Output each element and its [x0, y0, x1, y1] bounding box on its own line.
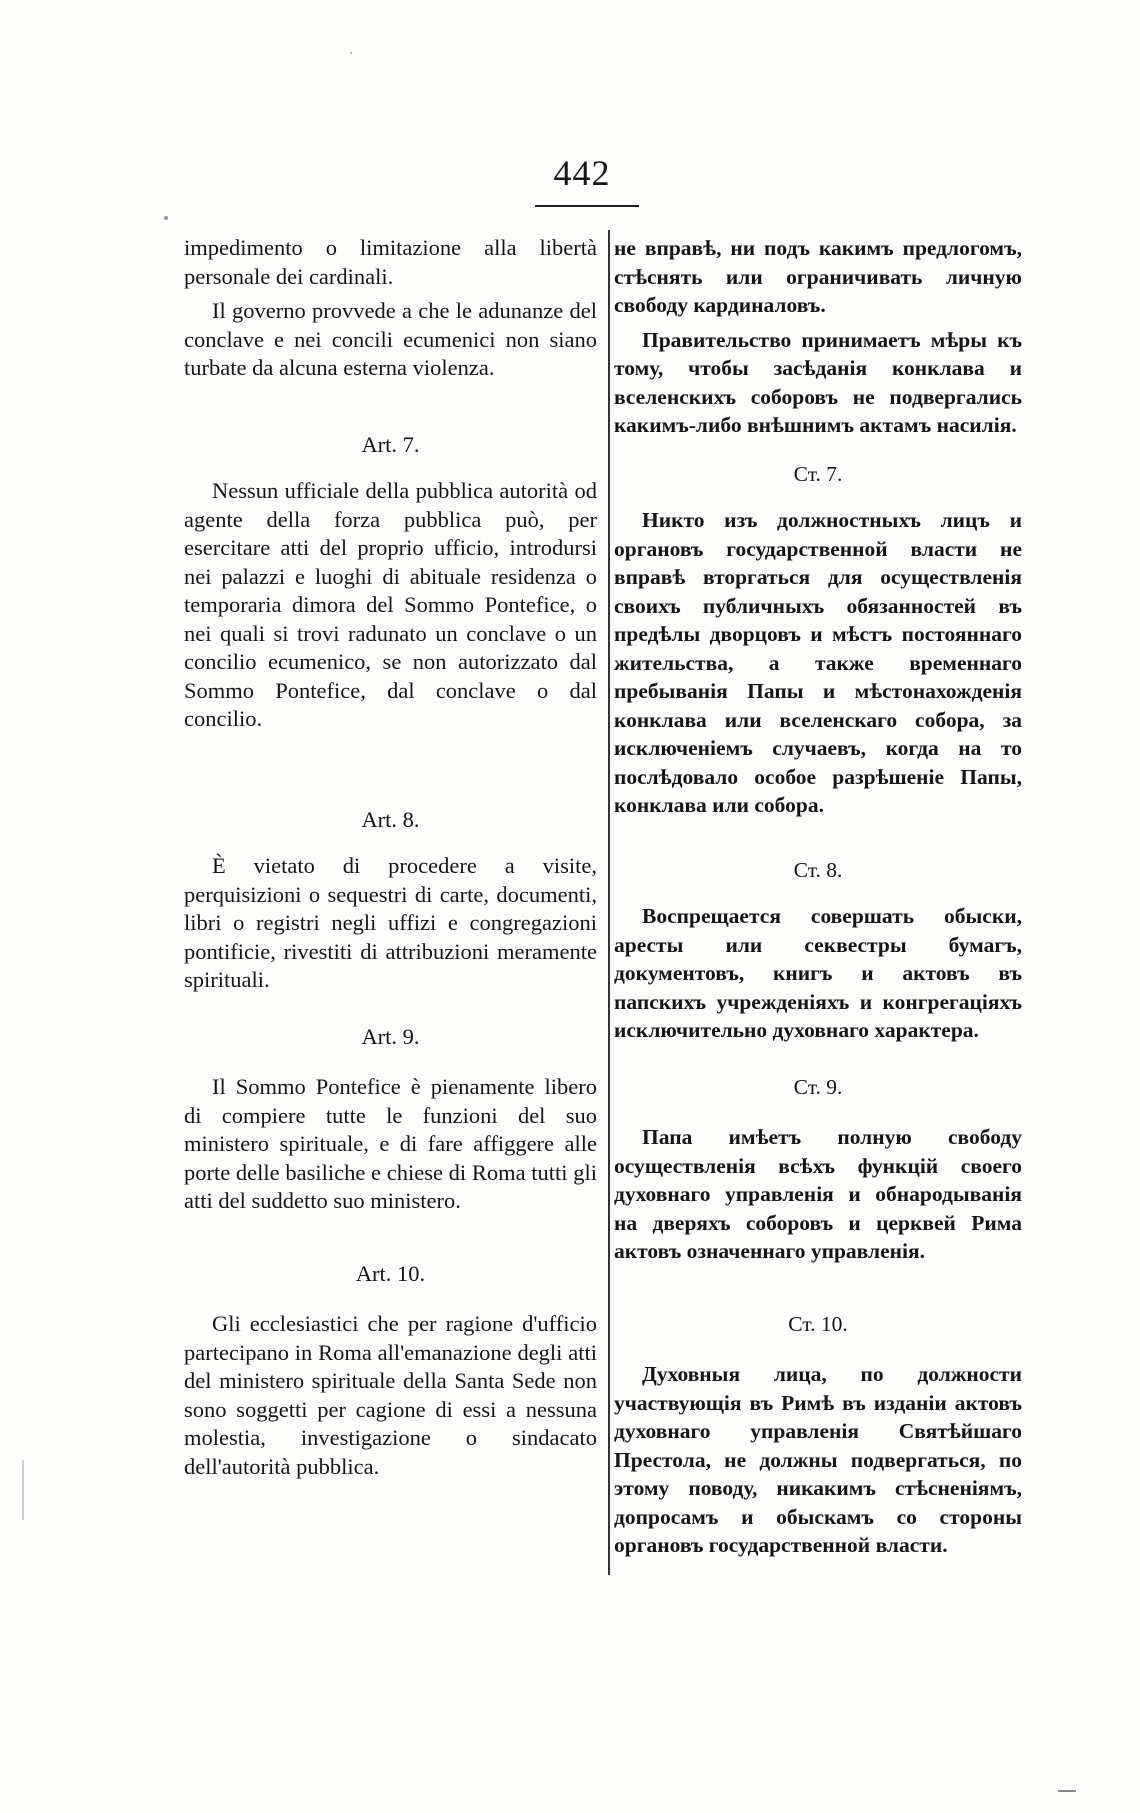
italian-art8-heading: Art. 8. — [361, 806, 420, 832]
italian-art9-text: Il Sommo Pontefice è pienamente libero di compiere tutte le funzioni del suo ministero spirituale, e di fare affiggere alle porte delle basiliche e chiese di Roma tutti gli atti del suddetto suo ministero. — [184, 1074, 597, 1213]
italian-art10-heading: Art. 10. — [355, 1260, 426, 1286]
italian-art9-heading: Art. 9. — [361, 1023, 420, 1049]
russian-art9-text: Папа имѣетъ полную свободу осуществленія всѣхъ функцій своего духовнаго управленія и обнародыванія на дверяхъ соборовъ и церквей Рима актовъ означеннаго управленія. — [614, 1125, 1022, 1263]
russian-art9-heading: Ст. 9. — [793, 1074, 843, 1099]
paper-speck — [350, 52, 352, 54]
italian-intro: impedimento o limitazione alla libertà personale dei cardinali. — [184, 235, 597, 289]
paper-speck — [164, 216, 168, 220]
italian-art7-text: Nessun ufficiale della pubblica autorità od agente della forza pubblica può, per esercitare atti del proprio ufficio, introdursi nei palazzi e luoghi di abituale residenza o temporaria dimora del Sommo Pontefice, o nei quali si trovi radunato un conclave o un concilio ecumenico, se non autorizzato dal Sommo Pontefice, dal conclave o dal concilio. — [184, 478, 597, 731]
russian-art7-text: Никто изъ должностныхъ лицъ и органовъ государственной власти не вправѣ вторгаться для осуществленія своихъ публичныхъ обязанностей въ предѣлы дворцовъ и мѣстъ постояннаго жительства, а также временнаго пребыванія Папы и мѣстонахожденія конклава или вселенскаго собора, за исключеніемъ случаевъ, когда на то послѣдовало особое разрѣшеніе Папы, конклава или собора. — [614, 508, 1022, 817]
russian-governo-paragraph: Правительство принимаетъ мѣры къ тому, чтобы засѣданія конклава и вселенскихъ соборовъ не подвергались какимъ-либо внѣшнимъ актамъ насилія. — [614, 327, 1022, 437]
italian-column — [184, 234, 597, 1487]
italian-art10-text: Gli ecclesiastici che per ragione d'ufficio partecipano in Roma all'emanazione degli atti del ministero spirituale della Santa Sede non sono soggetti per cagione di essi a nessuna molestia, investigazione o sindacato dell'autorità pubblica. — [184, 1311, 597, 1479]
russian-art10-heading: Ст. 10. — [788, 1311, 848, 1336]
russian-art8-text: Воспрещается совершать обыски, аресты или секвестры бумагъ, документовъ, книгъ и актовъ въ папскихъ учрежденіяхъ и конгрегаціяхъ исключительно духовнаго характера. — [614, 904, 1022, 1042]
italian-art8-text: È vietato di procedere a visite, perquisizioni o sequestri di carte, documenti, libri o registri negli uffizi e congregazioni pontificie, rivestiti di attribuzioni meramente spirituali. — [184, 853, 597, 992]
russian-art8-heading: Ст. 8. — [793, 857, 843, 882]
italian-governo-paragraph: Il governo provvede a che le adunanze del conclave e nei concili ecumenici non siano turbate da alcuna esterna violenza. — [184, 298, 597, 380]
paper-speck — [1058, 1790, 1076, 1792]
russian-art7-heading: Ст. 7. — [793, 461, 843, 486]
russian-art10-text: Духовныя лица, по должности участвующія въ Римѣ въ изданіи актовъ духовнаго управленія Святѣйшаго Престола, не должны подвергаться, по этому поводу, никакимъ стѣсненіямъ, допросамъ и обыскамъ со стороны органовъ государственной власти. — [614, 1362, 1022, 1557]
russian-column — [614, 234, 1022, 1566]
column-divider — [608, 230, 610, 1575]
page-number: 442 — [553, 153, 611, 193]
paper-speck — [22, 1460, 24, 1520]
page-number-rule — [535, 205, 639, 207]
italian-art7-heading: Art. 7. — [361, 431, 420, 457]
russian-intro: не вправѣ, ни подъ какимъ предлогомъ, стѣснять или ограничивать личную свободу кардиналовъ. — [614, 236, 1022, 317]
